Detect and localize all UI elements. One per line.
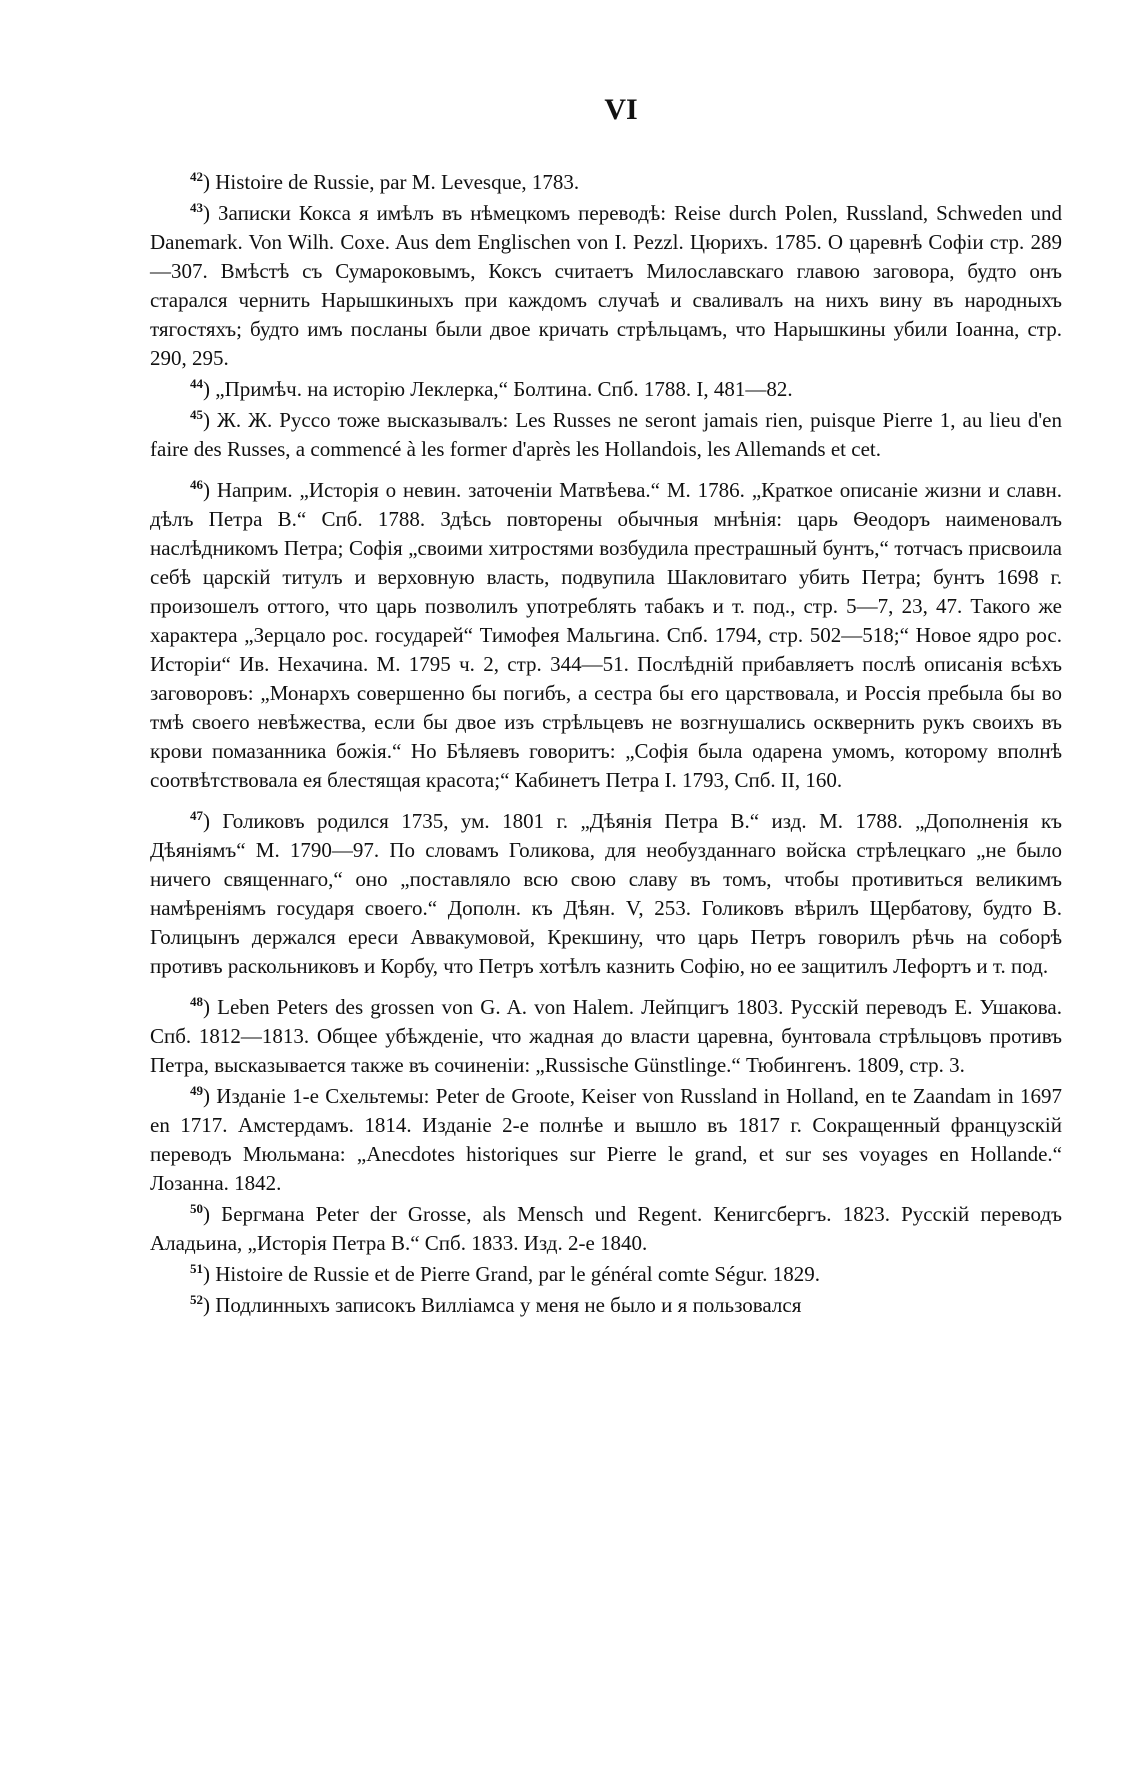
footnote-text: ) Наприм. „Исторія о невин. заточеніи Матвѣева.“ М. 1786. „Краткое описаніе жизни и славн. дѣлъ Петра В.“ Спб. 1788. Здѣсь повторены обычныя мнѣнія: царь Ѳеодоръ наименовалъ наслѣдникомъ Петра; Софія „своими хитростями возбудила престрашный бунтъ,“ тотчасъ присвоила себѣ царскій титулъ и верховную власть, подвупила Шакловитаго убить Петра; бунтъ 1698 г. произошелъ оттого, что царь позволилъ употреблять табакъ и т. под., стр. 5—7, 23, 47. Такого же характера „Зерцало рос. государей“ Тимофея Мальгина. Спб. 1794, стр. 502—518;“ Новое ядро рос. Исторіи“ Ив. Нехачина. М. 1795 ч. 2, стр. 344—51. Послѣдній прибавляетъ послѣ описанія всѣхъ заговоровъ: „Монархъ совершенно бы погибъ, а сестра бы его царствовала, и Россія пребыла бы во тмѣ своего невѣжества, если бы двое изъ стрѣльцевъ не возгнушались осквернить рукъ своихъ въ крови помазанника божія.“ Но Бѣляевъ говоритъ: „Софія была одарена умомъ, которому вполнѣ соотвѣтствовала ея блестящая красота;“ Кабинетъ Петра I. 1793, Спб. II, 160. bbox=[150, 478, 1062, 792]
footnote-number: 51 bbox=[190, 1261, 203, 1276]
footnote-44 bbox=[150, 375, 1062, 404]
footnote-49 bbox=[150, 1082, 1062, 1198]
footnote-47 bbox=[150, 807, 1062, 981]
footnote-text: ) Histoire de Russie et de Pierre Grand, par le général comte Ségur. 1829. bbox=[203, 1262, 820, 1286]
footnote-number: 45 bbox=[190, 407, 203, 422]
footnote-text: ) Голиковъ родился 1735, ум. 1801 г. „Дѣянія Петра В.“ изд. М. 1788. „Дополненія къ Дѣяніямъ“ М. 1790—97. По словамъ Голикова, для необузданнаго войска стрѣлецкаго „не было ничего священнаго,“ оно „поставляло всю свою славу въ томъ, чтобы противиться великимъ намѣреніямъ государя своего.“ Дополн. къ Дѣян. V, 253. Голиковъ вѣрилъ Щербатову, будто В. Голицынъ держался ереси Аввакумовой, Крекшину, что царь Петръ говорилъ рѣчь на соборѣ противъ раскольниковъ и Корбу, что Петръ хотѣлъ казнить Софію, но ее защитилъ Лефортъ и т. под. bbox=[150, 809, 1062, 978]
footnote-number: 42 bbox=[190, 169, 203, 184]
page-number: VI bbox=[604, 93, 638, 126]
footnote-text: ) Histoire de Russie, par M. Levesque, 1783. bbox=[203, 170, 580, 194]
footnote-text: ) Leben Peters des grossen von G. A. von Halem. Лейпцигъ 1803. Русскій переводъ Е. Ушакова. Спб. 1812—1813. Общее убѣжденіе, что жадная до власти царевна, бунтовала стрѣльцовъ противъ Петра, высказывается также въ сочиненіи: „Russische Günstlinge.“ Тюбингенъ. 1809, стр. 3. bbox=[150, 995, 1062, 1077]
footnote-52 bbox=[150, 1291, 1062, 1320]
footnote-number: 52 bbox=[190, 1292, 203, 1307]
footnote-51 bbox=[150, 1260, 1062, 1289]
footnote-text: ) Ж. Ж. Руссо тоже высказывалъ: Les Russes ne seront jamais rien, puisque Pierre 1, au lieu d'en faire des Russes, a commencé à les former d'après les Hollandois, les Allemands et cet. bbox=[150, 408, 1062, 461]
footnote-42 bbox=[150, 168, 1062, 197]
footnote-43 bbox=[150, 199, 1062, 373]
footnote-number: 44 bbox=[190, 376, 203, 391]
document-page bbox=[150, 92, 1062, 1322]
footnote-48 bbox=[150, 993, 1062, 1080]
footnote-45 bbox=[150, 406, 1062, 464]
footnote-number: 46 bbox=[190, 477, 203, 492]
footnote-number: 48 bbox=[190, 994, 203, 1009]
footnote-number: 49 bbox=[190, 1083, 203, 1098]
footnote-text: ) Записки Кокса я имѣлъ въ нѣмецкомъ переводѣ: Reise durch Polen, Russland, Schweden und Danemark. Von Wilh. Coxe. Aus dem Englischen von I. Pezzl. Цюрихъ. 1785. О царевнѣ Софіи стр. 289—307. Вмѣстѣ съ Сумароковымъ, Коксъ считаетъ Милославскаго главою заговора, будто онъ старался чернить Нарышкиныхъ при каждомъ случаѣ и сваливалъ на нихъ вину въ народныхъ тягостяхъ; будто имъ посланы были двое кричать стрѣльцамъ, что Нарышкины убили Іоанна, стр. 290, 295. bbox=[150, 201, 1062, 370]
footnote-50 bbox=[150, 1200, 1062, 1258]
footnote-text: ) „Примѣч. на исторію Леклерка,“ Болтина. Спб. 1788. I, 481—82. bbox=[203, 377, 793, 401]
footnote-text: ) Изданіе 1-е Схельтемы: Peter de Groote, Keiser von Russland in Holland, en te Zaandam in 1697 en 1717. Амстердамъ. 1814. Изданіе 2-е полнѣе и вышло въ 1817 г. Сокращенный французскій переводъ Мюльмана: „Anecdotes historiques sur Pierre le grand, et sur ses voyages en Hollande.“ Лозанна. 1842. bbox=[150, 1084, 1062, 1195]
footnote-46 bbox=[150, 476, 1062, 795]
footnote-text: ) Бергмана Peter der Grosse, als Mensch und Regent. Кенигсбергъ. 1823. Русскій переводъ Аладьина, „Исторія Петра В.“ Спб. 1833. Изд. 2-е 1840. bbox=[150, 1202, 1062, 1255]
footnote-number: 50 bbox=[190, 1201, 203, 1216]
footnote-number: 43 bbox=[190, 200, 203, 215]
footnote-text: ) Подлинныхъ записокъ Вилліамса у меня не было и я пользовался bbox=[203, 1293, 802, 1317]
footnote-number: 47 bbox=[190, 808, 203, 823]
